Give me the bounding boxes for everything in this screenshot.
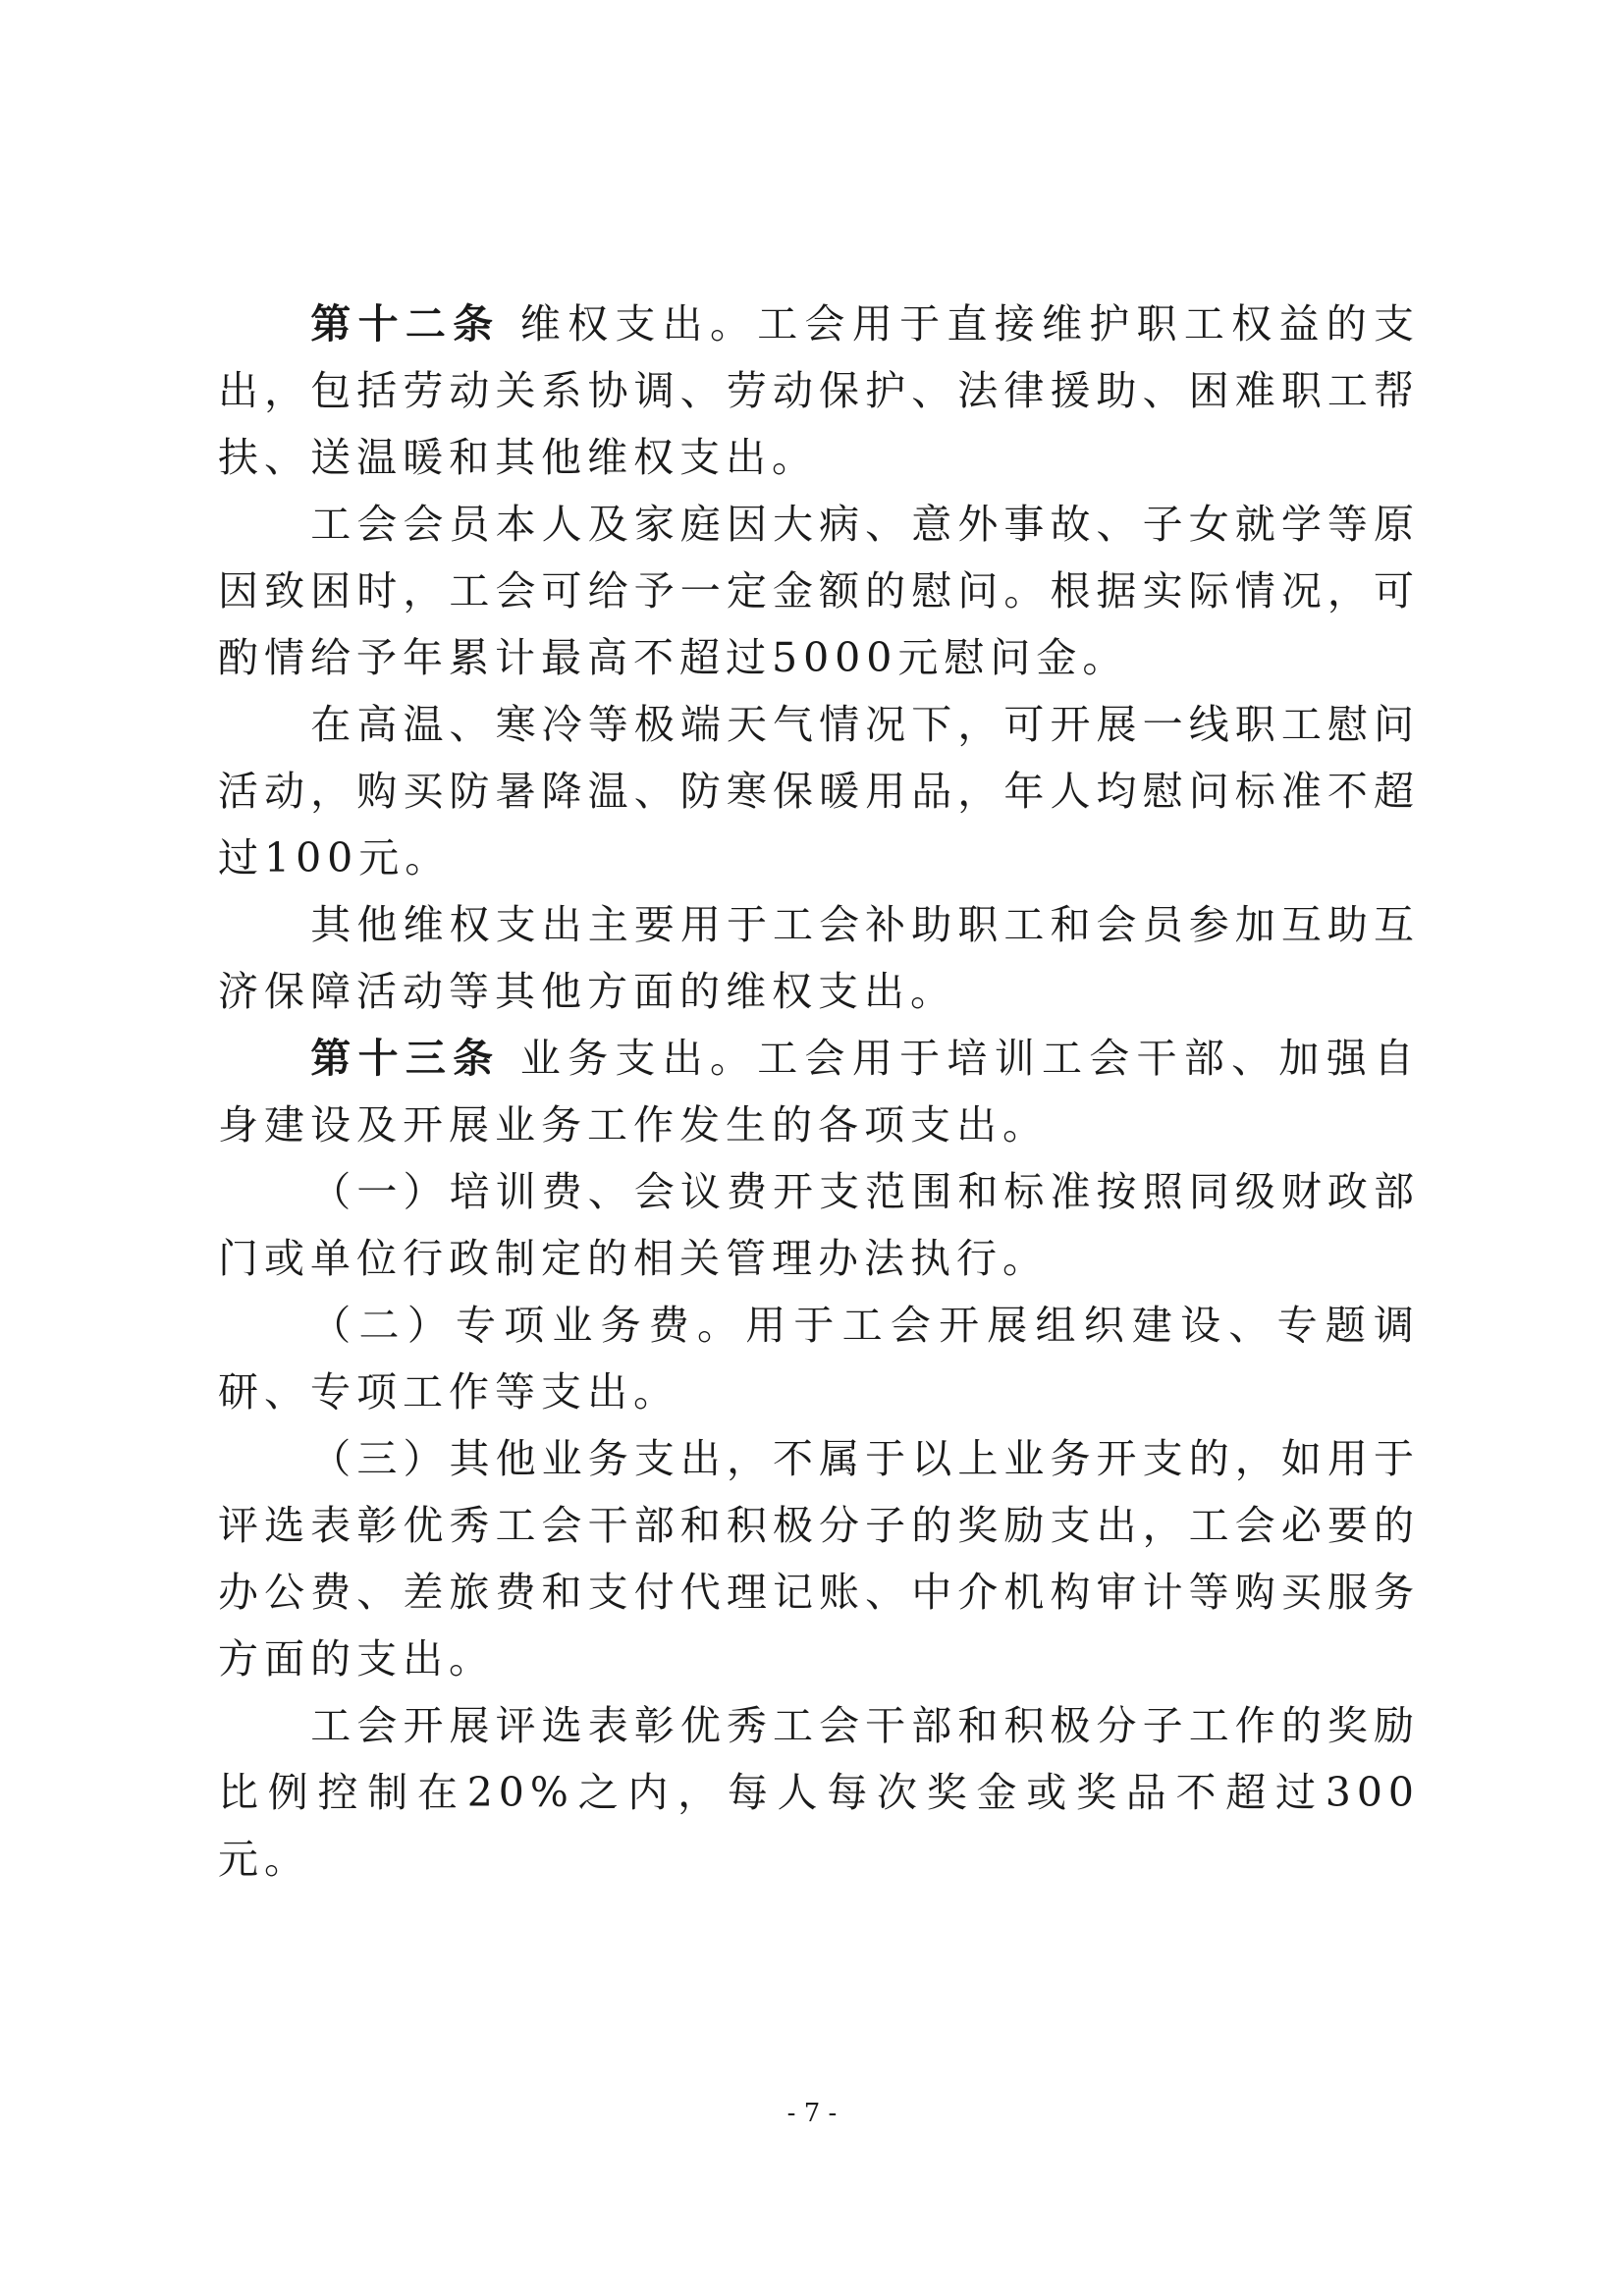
- page-number: - 7 -: [786, 2099, 838, 2128]
- body-text: [218, 291, 1420, 1893]
- awards-paragraph: 工会开展评选表彰优秀工会干部和积极分子工作的奖励比例控制在20%之内，每人每次奖金或奖品不超过300元。: [218, 1702, 1420, 1883]
- article-12-paragraph: [218, 291, 1420, 491]
- article-12-heading: 第十二条: [310, 300, 501, 347]
- extreme-weather-paragraph: 在高温、寒冷等极端天气情况下，可开展一线职工慰问活动，购买防暑降温、防寒保暖用品，年人均慰问标准不超过100元。: [218, 701, 1420, 881]
- item-1-paragraph: （一）培训费、会议费开支范围和标准按照同级财政部门或单位行政制定的相关管理办法执行。: [218, 1168, 1420, 1282]
- condolence-paragraph: 工会会员本人及家庭因大病、意外事故、子女就学等原因致困时，工会可给予一定金额的慰问。根据实际情况，可酌情给予年累计最高不超过5000元慰问金。: [218, 501, 1420, 681]
- article-12-text: 维权支出。工会用于直接维护职工权益的支出，包括劳动关系协调、劳动保护、法律援助、困难职工帮扶、送温暖和其他维权支出。: [218, 300, 1421, 481]
- item-3-paragraph: （三）其他业务支出，不属于以上业务开支的，如用于评选表彰优秀工会干部和积极分子的奖励支出，工会必要的办公费、差旅费和支付代理记账、中介机构审计等购买服务方面的支出。: [218, 1435, 1420, 1682]
- other-rights-paragraph: 其他维权支出主要用于工会补助职工和会员参加互助互济保障活动等其他方面的维权支出。: [218, 901, 1420, 1015]
- item-2-paragraph: （二）专项业务费。用于工会开展组织建设、专题调研、专项工作等支出。: [218, 1302, 1420, 1415]
- article-13-heading: 第十三条: [310, 1035, 501, 1082]
- article-13-text: 业务支出。工会用于培训工会干部、加强自身建设及开展业务工作发生的各项支出。: [218, 1035, 1421, 1148]
- article-13-paragraph: [218, 1025, 1420, 1158]
